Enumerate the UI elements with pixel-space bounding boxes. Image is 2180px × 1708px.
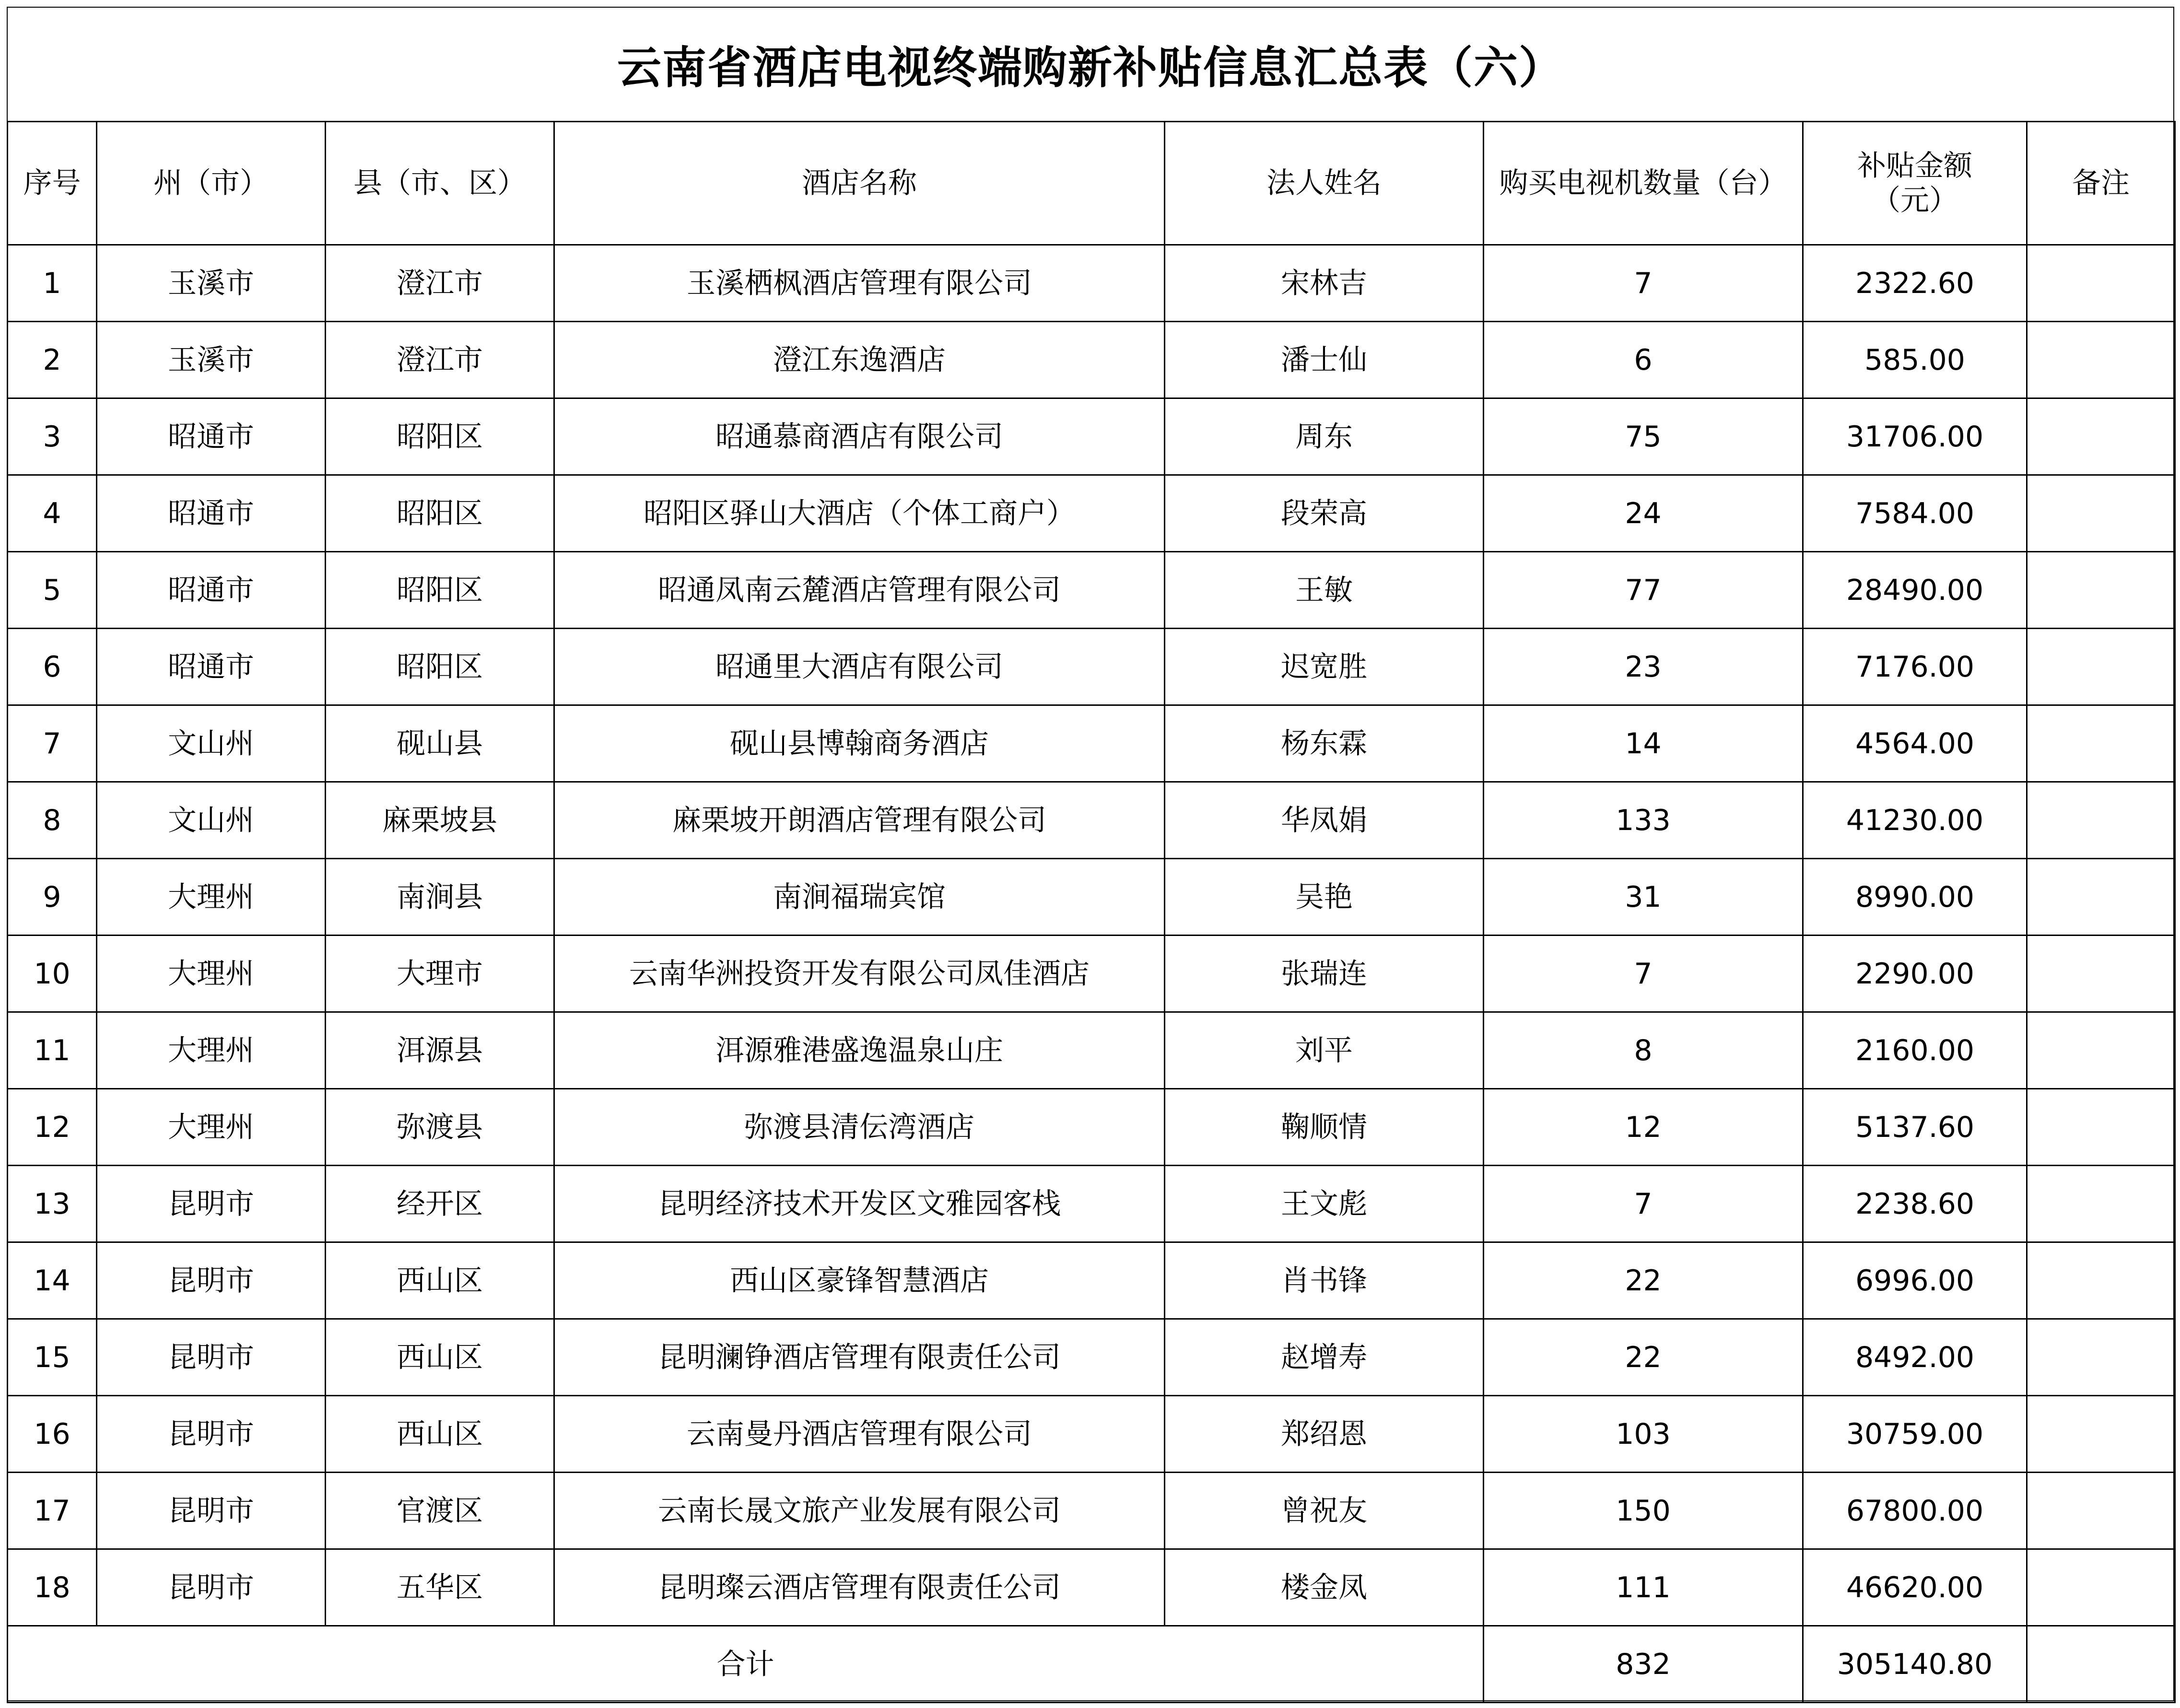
table-row bbox=[8, 1012, 2175, 1089]
cell-remark bbox=[2027, 1242, 2175, 1319]
cell-remark bbox=[2027, 398, 2175, 475]
cell-county: 昭阳区 bbox=[326, 552, 554, 629]
cell-tv-count: 7 bbox=[1484, 936, 1803, 1012]
cell-subsidy-amount: 7584.00 bbox=[1803, 475, 2027, 552]
cell-subsidy-amount: 41230.00 bbox=[1803, 782, 2027, 859]
cell-tv-count: 150 bbox=[1484, 1473, 1803, 1549]
cell-seq: 9 bbox=[8, 859, 97, 936]
table-row bbox=[8, 1319, 2175, 1396]
cell-prefecture: 昆明市 bbox=[97, 1166, 326, 1242]
header-hotel-name: 酒店名称 bbox=[554, 122, 1165, 245]
cell-hotel-name: 昭通凤南云麓酒店管理有限公司 bbox=[554, 552, 1165, 629]
cell-remark bbox=[2027, 859, 2175, 936]
cell-seq: 8 bbox=[8, 782, 97, 859]
cell-seq: 10 bbox=[8, 936, 97, 1012]
header-county: 县（市、区） bbox=[326, 122, 554, 245]
cell-legal-person: 杨东霖 bbox=[1165, 705, 1484, 782]
header-remark: 备注 bbox=[2027, 122, 2175, 245]
table-row bbox=[8, 705, 2175, 782]
cell-subsidy-amount: 585.00 bbox=[1803, 322, 2027, 398]
cell-tv-count: 22 bbox=[1484, 1242, 1803, 1319]
cell-subsidy-amount: 8990.00 bbox=[1803, 859, 2027, 936]
cell-seq: 12 bbox=[8, 1089, 97, 1166]
cell-tv-count: 23 bbox=[1484, 629, 1803, 705]
cell-seq: 18 bbox=[8, 1549, 97, 1626]
cell-remark bbox=[2027, 245, 2175, 322]
cell-legal-person: 华凤娟 bbox=[1165, 782, 1484, 859]
cell-tv-count: 111 bbox=[1484, 1549, 1803, 1626]
cell-county: 洱源县 bbox=[326, 1012, 554, 1089]
cell-prefecture: 大理州 bbox=[97, 859, 326, 936]
cell-prefecture: 昆明市 bbox=[97, 1319, 326, 1396]
cell-legal-person: 王敏 bbox=[1165, 552, 1484, 629]
cell-legal-person: 张瑞连 bbox=[1165, 936, 1484, 1012]
cell-seq: 5 bbox=[8, 552, 97, 629]
cell-hotel-name: 澄江东逸酒店 bbox=[554, 322, 1165, 398]
cell-remark bbox=[2027, 1473, 2175, 1549]
cell-remark bbox=[2027, 475, 2175, 552]
cell-remark bbox=[2027, 1396, 2175, 1473]
cell-county: 昭阳区 bbox=[326, 398, 554, 475]
header-subsidy-line2: （元） bbox=[1872, 184, 1958, 217]
cell-hotel-name: 南涧福瑞宾馆 bbox=[554, 859, 1165, 936]
table-row bbox=[8, 475, 2175, 552]
cell-county: 经开区 bbox=[326, 1166, 554, 1242]
total-tv-count: 832 bbox=[1484, 1626, 1803, 1703]
cell-remark bbox=[2027, 1319, 2175, 1396]
total-remark bbox=[2027, 1626, 2175, 1703]
cell-seq: 4 bbox=[8, 475, 97, 552]
cell-legal-person: 鞠顺情 bbox=[1165, 1089, 1484, 1166]
cell-seq: 3 bbox=[8, 398, 97, 475]
cell-prefecture: 昆明市 bbox=[97, 1473, 326, 1549]
cell-county: 官渡区 bbox=[326, 1473, 554, 1549]
cell-tv-count: 75 bbox=[1484, 398, 1803, 475]
cell-county: 弥渡县 bbox=[326, 1089, 554, 1166]
cell-prefecture: 昭通市 bbox=[97, 475, 326, 552]
cell-subsidy-amount: 4564.00 bbox=[1803, 705, 2027, 782]
cell-tv-count: 12 bbox=[1484, 1089, 1803, 1166]
cell-prefecture: 昆明市 bbox=[97, 1396, 326, 1473]
table-row bbox=[8, 1166, 2175, 1242]
cell-tv-count: 133 bbox=[1484, 782, 1803, 859]
cell-seq: 6 bbox=[8, 629, 97, 705]
cell-subsidy-amount: 28490.00 bbox=[1803, 552, 2027, 629]
cell-county: 澄江市 bbox=[326, 322, 554, 398]
table-row bbox=[8, 552, 2175, 629]
spreadsheet-page bbox=[7, 7, 2174, 1701]
cell-prefecture: 玉溪市 bbox=[97, 322, 326, 398]
cell-hotel-name: 昆明璨云酒店管理有限责任公司 bbox=[554, 1549, 1165, 1626]
cell-hotel-name: 砚山县博翰商务酒店 bbox=[554, 705, 1165, 782]
cell-subsidy-amount: 6996.00 bbox=[1803, 1242, 2027, 1319]
table-row bbox=[8, 859, 2175, 936]
table-row bbox=[8, 1549, 2175, 1626]
cell-tv-count: 31 bbox=[1484, 859, 1803, 936]
cell-prefecture: 大理州 bbox=[97, 936, 326, 1012]
cell-seq: 16 bbox=[8, 1396, 97, 1473]
cell-subsidy-amount: 5137.60 bbox=[1803, 1089, 2027, 1166]
cell-tv-count: 8 bbox=[1484, 1012, 1803, 1089]
cell-prefecture: 昭通市 bbox=[97, 552, 326, 629]
table-row bbox=[8, 1242, 2175, 1319]
cell-hotel-name: 昆明经济技术开发区文雅园客栈 bbox=[554, 1166, 1165, 1242]
cell-prefecture: 大理州 bbox=[97, 1089, 326, 1166]
header-prefecture: 州（市） bbox=[97, 122, 326, 245]
cell-subsidy-amount: 30759.00 bbox=[1803, 1396, 2027, 1473]
cell-seq: 14 bbox=[8, 1242, 97, 1319]
cell-seq: 17 bbox=[8, 1473, 97, 1549]
cell-hotel-name: 麻栗坡开朗酒店管理有限公司 bbox=[554, 782, 1165, 859]
cell-remark bbox=[2027, 629, 2175, 705]
table-row bbox=[8, 1473, 2175, 1549]
cell-hotel-name: 云南华洲投资开发有限公司凤佳酒店 bbox=[554, 936, 1165, 1012]
cell-seq: 2 bbox=[8, 322, 97, 398]
cell-county: 西山区 bbox=[326, 1242, 554, 1319]
cell-hotel-name: 玉溪栖枫酒店管理有限公司 bbox=[554, 245, 1165, 322]
cell-remark bbox=[2027, 782, 2175, 859]
header-tv-count: 购买电视机数量（台） bbox=[1484, 122, 1803, 245]
cell-legal-person: 郑绍恩 bbox=[1165, 1396, 1484, 1473]
table-body bbox=[8, 245, 2175, 1626]
cell-legal-person: 刘平 bbox=[1165, 1012, 1484, 1089]
cell-subsidy-amount: 67800.00 bbox=[1803, 1473, 2027, 1549]
table-row bbox=[8, 1396, 2175, 1473]
cell-prefecture: 文山州 bbox=[97, 705, 326, 782]
cell-tv-count: 14 bbox=[1484, 705, 1803, 782]
cell-remark bbox=[2027, 1089, 2175, 1166]
header-row bbox=[8, 122, 2175, 245]
cell-subsidy-amount: 2160.00 bbox=[1803, 1012, 2027, 1089]
cell-seq: 11 bbox=[8, 1012, 97, 1089]
cell-tv-count: 7 bbox=[1484, 245, 1803, 322]
cell-legal-person: 肖书锋 bbox=[1165, 1242, 1484, 1319]
cell-legal-person: 周东 bbox=[1165, 398, 1484, 475]
cell-prefecture: 玉溪市 bbox=[97, 245, 326, 322]
table-row bbox=[8, 782, 2175, 859]
table-row bbox=[8, 322, 2175, 398]
cell-tv-count: 22 bbox=[1484, 1319, 1803, 1396]
cell-county: 西山区 bbox=[326, 1396, 554, 1473]
cell-subsidy-amount: 2238.60 bbox=[1803, 1166, 2027, 1242]
cell-legal-person: 潘士仙 bbox=[1165, 322, 1484, 398]
cell-county: 大理市 bbox=[326, 936, 554, 1012]
table-row bbox=[8, 629, 2175, 705]
cell-prefecture: 昭通市 bbox=[97, 629, 326, 705]
cell-seq: 15 bbox=[8, 1319, 97, 1396]
cell-legal-person: 曾祝友 bbox=[1165, 1473, 1484, 1549]
cell-hotel-name: 洱源雅港盛逸温泉山庄 bbox=[554, 1012, 1165, 1089]
cell-remark bbox=[2027, 322, 2175, 398]
cell-county: 麻栗坡县 bbox=[326, 782, 554, 859]
total-row bbox=[8, 1626, 2175, 1703]
cell-legal-person: 王文彪 bbox=[1165, 1166, 1484, 1242]
cell-county: 昭阳区 bbox=[326, 629, 554, 705]
cell-subsidy-amount: 46620.00 bbox=[1803, 1549, 2027, 1626]
cell-subsidy-amount: 7176.00 bbox=[1803, 629, 2027, 705]
table-row bbox=[8, 1089, 2175, 1166]
cell-seq: 13 bbox=[8, 1166, 97, 1242]
cell-seq: 1 bbox=[8, 245, 97, 322]
cell-remark bbox=[2027, 1012, 2175, 1089]
cell-subsidy-amount: 8492.00 bbox=[1803, 1319, 2027, 1396]
cell-legal-person: 吴艳 bbox=[1165, 859, 1484, 936]
cell-county: 砚山县 bbox=[326, 705, 554, 782]
cell-county: 西山区 bbox=[326, 1319, 554, 1396]
cell-county: 五华区 bbox=[326, 1549, 554, 1626]
table-row bbox=[8, 936, 2175, 1012]
cell-hotel-name: 西山区豪锋智慧酒店 bbox=[554, 1242, 1165, 1319]
cell-prefecture: 文山州 bbox=[97, 782, 326, 859]
cell-remark bbox=[2027, 1549, 2175, 1626]
total-label: 合计 bbox=[8, 1626, 1484, 1703]
cell-subsidy-amount: 2322.60 bbox=[1803, 245, 2027, 322]
cell-tv-count: 77 bbox=[1484, 552, 1803, 629]
total-subsidy: 305140.80 bbox=[1803, 1626, 2027, 1703]
cell-remark bbox=[2027, 705, 2175, 782]
page-title: 云南省酒店电视终端购新补贴信息汇总表（六） bbox=[617, 42, 1564, 94]
header-subsidy-line1: 补贴金额 bbox=[1857, 149, 1972, 183]
cell-hotel-name: 云南长晟文旅产业发展有限公司 bbox=[554, 1473, 1165, 1549]
cell-prefecture: 大理州 bbox=[97, 1012, 326, 1089]
header-seq: 序号 bbox=[8, 122, 97, 245]
table-row bbox=[8, 245, 2175, 322]
cell-seq: 7 bbox=[8, 705, 97, 782]
cell-remark bbox=[2027, 1166, 2175, 1242]
cell-remark bbox=[2027, 552, 2175, 629]
cell-hotel-name: 昆明澜铮酒店管理有限责任公司 bbox=[554, 1319, 1165, 1396]
cell-prefecture: 昭通市 bbox=[97, 398, 326, 475]
cell-county: 南涧县 bbox=[326, 859, 554, 936]
cell-county: 澄江市 bbox=[326, 245, 554, 322]
cell-hotel-name: 昭阳区驿山大酒店（个体工商户） bbox=[554, 475, 1165, 552]
cell-prefecture: 昆明市 bbox=[97, 1549, 326, 1626]
cell-legal-person: 段荣高 bbox=[1165, 475, 1484, 552]
cell-tv-count: 103 bbox=[1484, 1396, 1803, 1473]
cell-legal-person: 楼金凤 bbox=[1165, 1549, 1484, 1626]
table-row bbox=[8, 398, 2175, 475]
cell-hotel-name: 昭通里大酒店有限公司 bbox=[554, 629, 1165, 705]
cell-remark bbox=[2027, 936, 2175, 1012]
cell-tv-count: 7 bbox=[1484, 1166, 1803, 1242]
cell-hotel-name: 昭通慕商酒店有限公司 bbox=[554, 398, 1165, 475]
cell-legal-person: 赵增寿 bbox=[1165, 1319, 1484, 1396]
cell-hotel-name: 弥渡县清伝湾酒店 bbox=[554, 1089, 1165, 1166]
cell-hotel-name: 云南曼丹酒店管理有限公司 bbox=[554, 1396, 1165, 1473]
cell-prefecture: 昆明市 bbox=[97, 1242, 326, 1319]
cell-tv-count: 6 bbox=[1484, 322, 1803, 398]
cell-subsidy-amount: 31706.00 bbox=[1803, 398, 2027, 475]
header-legal-person: 法人姓名 bbox=[1165, 122, 1484, 245]
header-subsidy-amount bbox=[1803, 122, 2027, 245]
cell-legal-person: 宋林吉 bbox=[1165, 245, 1484, 322]
cell-tv-count: 24 bbox=[1484, 475, 1803, 552]
cell-legal-person: 迟宽胜 bbox=[1165, 629, 1484, 705]
cell-county: 昭阳区 bbox=[326, 475, 554, 552]
subsidy-table bbox=[7, 121, 2176, 1703]
cell-subsidy-amount: 2290.00 bbox=[1803, 936, 2027, 1012]
